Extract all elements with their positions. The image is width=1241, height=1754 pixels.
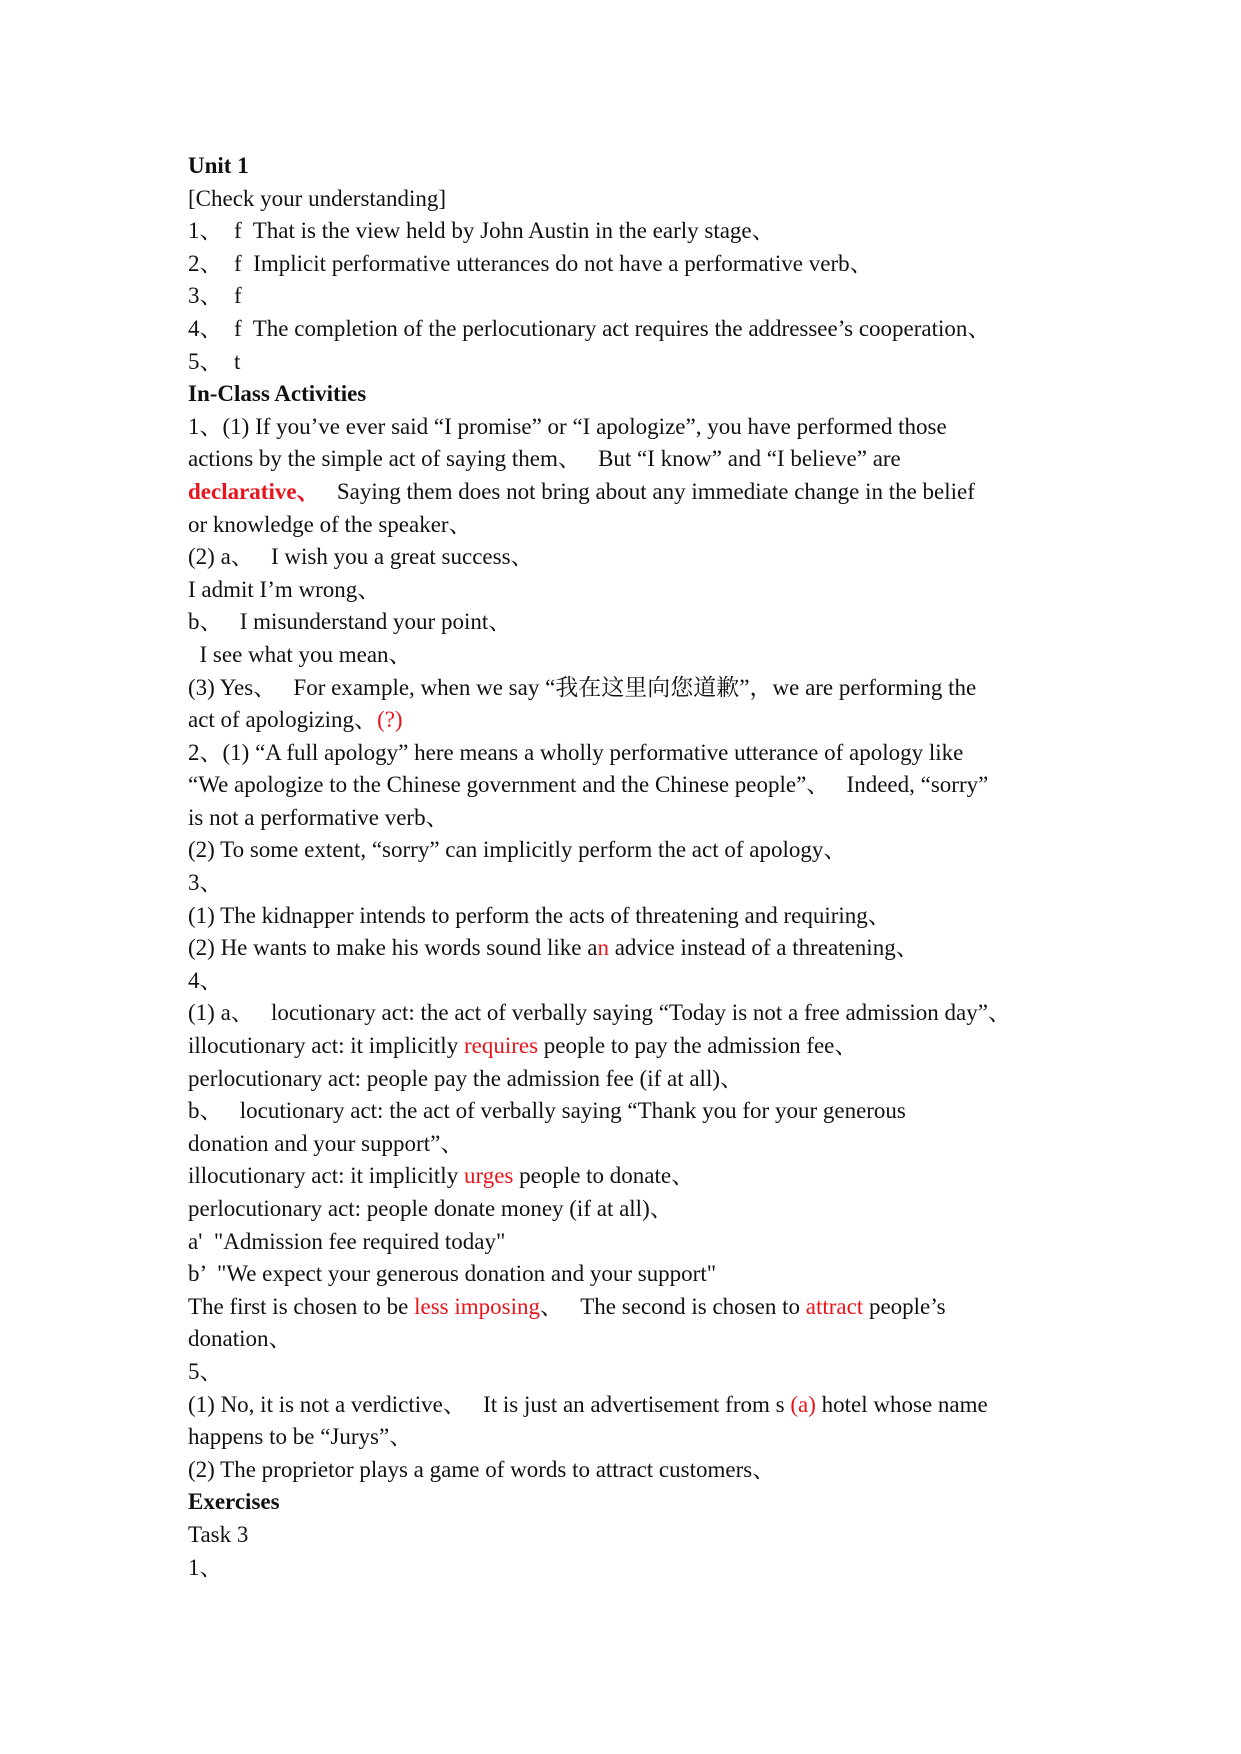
text-run: 5、 [188, 1358, 223, 1384]
text-line [188, 1193, 1088, 1226]
text-run: (3) Yes、 For example, when we say “我在这里向您道歉”，we are performing the [188, 674, 977, 700]
highlighted-text: n [597, 935, 609, 961]
text-line [188, 346, 1088, 379]
text-run: 1、 f That is the view held by John Austin in the early stage、 [188, 218, 775, 244]
text-run: (2) To some extent, “sorry” can implicitly perform the act of apology、 [188, 837, 847, 863]
highlighted-text: (a) [790, 1391, 816, 1417]
text-run: donation and your support”、 [188, 1130, 464, 1156]
text-line [188, 313, 1088, 346]
text-line [188, 606, 1088, 639]
text-run: Task 3 [188, 1521, 249, 1547]
text-line [188, 769, 1088, 802]
text-run: or knowledge of the speaker、 [188, 511, 472, 537]
text-line [188, 215, 1088, 248]
text-line [188, 1063, 1088, 1096]
highlighted-text: requires [463, 1033, 539, 1059]
text-line [188, 1128, 1088, 1161]
text-run: hotel whose name [815, 1391, 988, 1417]
highlighted-text: attract [805, 1293, 864, 1319]
text-line [188, 1160, 1088, 1193]
text-run: a' "Admission fee required today" [188, 1228, 506, 1254]
text-run: 、 The second is chosen to [540, 1293, 806, 1319]
text-run: act of apologizing、 [188, 707, 378, 733]
text-line [188, 1291, 1088, 1324]
section-heading [188, 150, 1088, 183]
text-line [188, 280, 1088, 313]
text-run: (2) He wants to make his words sound like a [188, 935, 598, 961]
text-run: perlocutionary act: people donate money (if at all)、 [188, 1196, 673, 1221]
text-run: The first is chosen to be [188, 1293, 415, 1319]
text-run: 2、(1) “A full apology” here means a wholly performative utterance of apology like [188, 739, 964, 765]
text-run: b、 locutionary act: the act of verbally saying “Thank you for your generous [188, 1098, 906, 1124]
text-line [188, 1421, 1088, 1454]
text-line [188, 1258, 1088, 1291]
text-run: (1) The kidnapper intends to perform the acts of threatening and requiring、 [188, 902, 891, 928]
highlighted-text: declarative、 [188, 478, 320, 504]
text-line [188, 1389, 1088, 1422]
text-run: 1、 [188, 1554, 223, 1580]
text-run: 3、 f [188, 283, 242, 309]
text-line [188, 867, 1088, 900]
text-line [188, 965, 1088, 998]
section-heading [188, 378, 1088, 411]
text-line [188, 737, 1088, 770]
text-line [188, 411, 1088, 444]
text-run: people’s [863, 1293, 946, 1319]
section-heading [188, 1486, 1088, 1519]
text-run: [Check your understanding] [188, 185, 447, 211]
text-run: 4、 [188, 967, 223, 993]
text-line [188, 1030, 1088, 1063]
text-line [188, 1323, 1088, 1356]
document-body [188, 150, 1088, 1584]
text-run: Unit 1 [188, 153, 249, 178]
text-run: 1、(1) If you’ve ever said “I promise” or “I apologize”, you have performed those [188, 413, 947, 439]
text-line [188, 834, 1088, 867]
text-run: I see what you mean、 [188, 641, 412, 667]
text-run: (2) a、 I wish you a great success、 [188, 544, 534, 570]
text-line [188, 932, 1088, 965]
text-run: Saying them does not bring about any immediate change in the belief [319, 478, 975, 504]
text-line [188, 997, 1088, 1030]
text-line [188, 509, 1088, 542]
text-run: 5、 t [188, 348, 241, 374]
text-line [188, 541, 1088, 574]
text-run: “We apologize to the Chinese government and the Chinese people”、 Indeed, “sorry” [188, 772, 989, 798]
text-line [188, 183, 1088, 216]
text-run: is not a performative verb、 [188, 804, 449, 830]
text-line [188, 704, 1088, 737]
text-line [188, 672, 1088, 705]
text-run: people to donate、 [513, 1163, 695, 1189]
text-run: donation、 [188, 1326, 292, 1352]
text-run: 4、 f The completion of the perlocutionary act requires the addressee’s cooperation、 [188, 315, 991, 341]
text-run: (2) The proprietor plays a game of words to attract customers、 [188, 1456, 776, 1482]
text-line [188, 248, 1088, 281]
text-line [188, 1454, 1088, 1487]
text-run: 2、 f Implicit performative utterances do not have a performative verb、 [188, 250, 873, 276]
text-run: (1) a、 locutionary act: the act of verbally saying “Today is not a free admission day”、 [188, 1000, 1011, 1026]
text-run: illocutionary act: it implicitly [188, 1163, 464, 1189]
text-run: perlocutionary act: people pay the admission fee (if at all)、 [188, 1065, 743, 1091]
text-run: Exercises [188, 1489, 280, 1515]
text-run: advice instead of a threatening、 [608, 935, 919, 961]
text-run: I admit I’m wrong、 [188, 576, 381, 602]
text-line [188, 1356, 1088, 1389]
text-run: (1) No, it is not a verdictive、 It is just an advertisement from s [188, 1391, 791, 1417]
highlighted-text: less imposing [414, 1293, 540, 1319]
text-run: 3、 [188, 870, 223, 896]
highlighted-text: (?) [377, 707, 403, 733]
text-run: b、 I misunderstand your point、 [188, 609, 512, 635]
text-line [188, 1095, 1088, 1128]
text-line [188, 639, 1088, 672]
text-line [188, 443, 1088, 476]
text-run: illocutionary act: it implicitly [188, 1033, 464, 1059]
text-line [188, 802, 1088, 835]
text-line [188, 1552, 1088, 1585]
text-line [188, 1519, 1088, 1552]
text-run: In-Class Activities [188, 381, 367, 407]
text-line [188, 1226, 1088, 1259]
highlighted-text: urges [463, 1163, 514, 1189]
text-line [188, 900, 1088, 933]
text-line [188, 476, 1088, 509]
text-run: people to pay the admission fee、 [538, 1033, 858, 1059]
text-run: happens to be “Jurys”、 [188, 1424, 413, 1450]
text-line [188, 574, 1088, 607]
text-run: b’ "We expect your generous donation and your support" [188, 1261, 717, 1287]
text-run: actions by the simple act of saying them、 But “I know” and “I believe” are [188, 446, 901, 472]
